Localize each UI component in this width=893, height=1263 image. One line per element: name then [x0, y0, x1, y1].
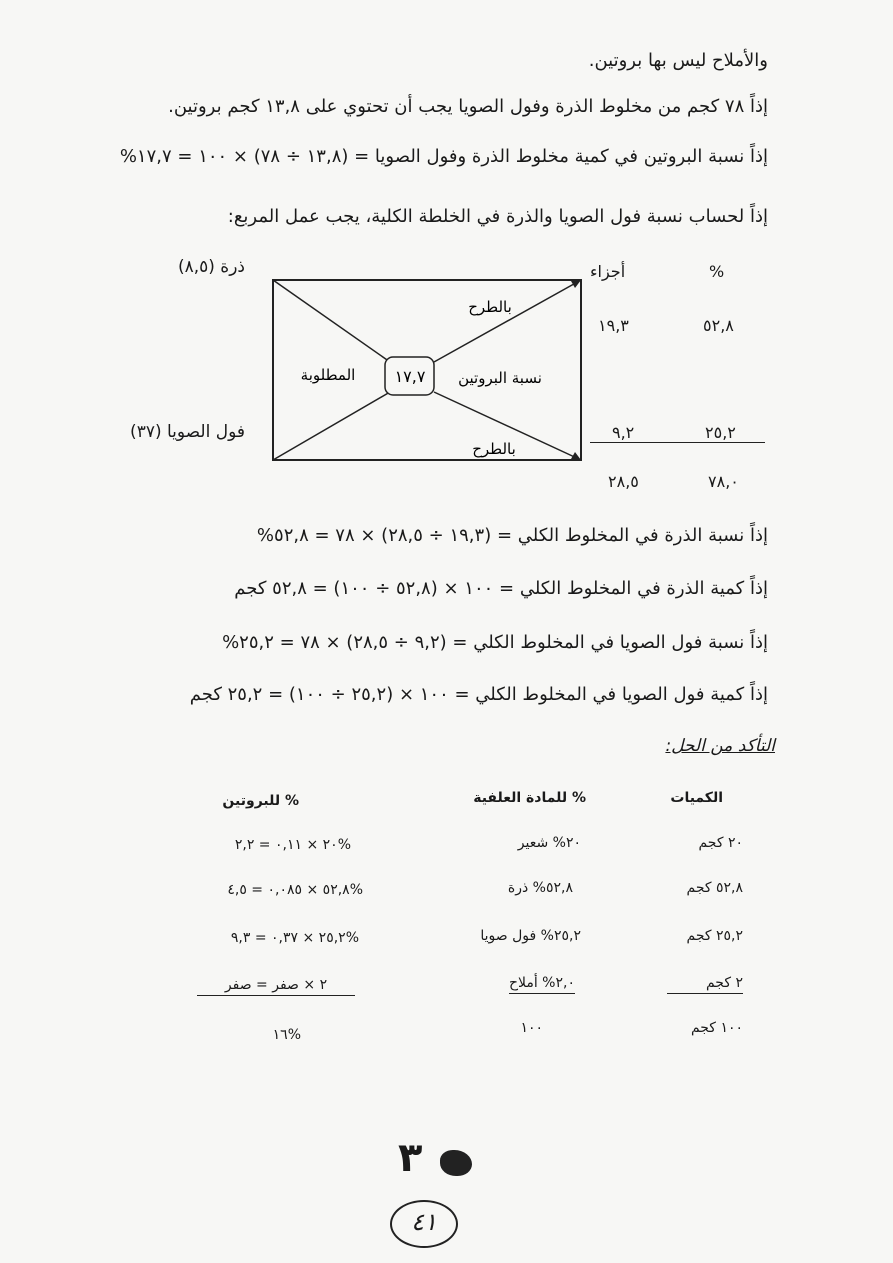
page-number-scribble — [440, 1150, 472, 1176]
result-line-1: إذاً نسبة الذرة في المخلوط الكلي = (١٩,٣ ÷ ٢٨,٥) × ٧٨ = ٥٢,٨% — [256, 525, 768, 546]
total-parts: ٢٨,٥ — [608, 472, 639, 491]
total-protein: ١٦% — [272, 1027, 301, 1043]
row2-feed: ٥٢,٨% ذرة — [507, 880, 573, 896]
top-subtract-label: بالطرح — [468, 298, 512, 316]
soy-label: فول الصويا (٣٧) — [130, 422, 245, 442]
center-value: ١٧,٧ — [394, 367, 426, 386]
row4-protein-cell — [197, 977, 355, 996]
corn-parts: ١٩,٣ — [598, 316, 629, 335]
row1-protein: ٢٠ × ٠,١١ = ٢,٢% — [234, 837, 351, 853]
row2-quantity: ٥٢,٨ كجم — [686, 880, 743, 896]
row1-feed: ٢٠% شعير — [517, 835, 581, 851]
header-feed-percent: % للمادة العلفية — [473, 790, 586, 806]
header-protein-percent: % للبروتين — [222, 793, 299, 809]
pearson-square-diagram — [0, 250, 893, 480]
row1-quantity: ٢٠ كجم — [698, 835, 743, 851]
corn-label: ذرة (٨,٥) — [177, 257, 245, 277]
row3-protein: ٢٥,٢ × ٠,٣٧ = ٩,٣% — [230, 930, 359, 946]
row2-protein: ٥٢,٨ × ٠,٠٨٥ = ٤,٥% — [227, 882, 363, 898]
intro-line-3: إذاً نسبة البروتين في كمية مخلوط الذرة وفول الصويا = (١٣,٨ ÷ ٧٨) × ١٠٠ = ١٧,٧% — [119, 146, 768, 167]
corn-percent: ٥٢,٨ — [703, 316, 734, 335]
intro-line-2: إذاً ٧٨ كجم من مخلوط الذرة وفول الصويا يجب أن تحتوي على ١٣,٨ كجم بروتين. — [168, 96, 768, 117]
verify-title: التأكد من الحل: — [665, 736, 775, 756]
totals-rule — [590, 442, 765, 443]
percent-header: % — [709, 262, 725, 281]
diag-top-left — [273, 280, 390, 362]
row3-feed: ٢٥,٢% فول صويا — [480, 928, 581, 944]
required-label: المطلوبة — [300, 366, 356, 384]
soy-parts: ٩,٢ — [612, 423, 635, 442]
row4-quantity: ٢ كجم — [667, 975, 743, 994]
intro-line-1: والأملاح ليس بها بروتين. — [588, 50, 768, 71]
row4-feed-cell — [509, 975, 575, 991]
soy-percent: ٢٥,٢ — [705, 423, 736, 442]
header-quantities: الكميات — [670, 790, 723, 806]
diag-bottom-left — [273, 392, 390, 460]
result-line-4: إذاً كمية فول الصويا في المخلوط الكلي = ١٠٠ × (٢٥,٢ ÷ ١٠٠) = ٢٥,٢ كجم — [189, 684, 768, 705]
row4-quantity-cell — [667, 975, 743, 994]
page-number: ٣ — [398, 1135, 423, 1181]
intro-line-4: إذاً لحساب نسبة فول الصويا والذرة في الخلطة الكلية، يجب عمل المربع: — [227, 206, 768, 227]
row3-quantity: ٢٥,٢ كجم — [686, 928, 743, 944]
circled-number: ٤١ — [411, 1208, 437, 1236]
row4-feed: ٢,٠% أملاح — [509, 975, 575, 994]
total-percent: ٧٨,٠ — [708, 472, 739, 491]
parts-header: أجزاء — [590, 262, 626, 281]
result-line-3: إذاً نسبة فول الصويا في المخلوط الكلي = (٩,٢ ÷ ٢٨,٥) × ٧٨ = ٢٥,٢% — [222, 632, 768, 653]
total-quantity: ١٠٠ كجم — [690, 1020, 743, 1036]
result-line-2: إذاً كمية الذرة في المخلوط الكلي = ١٠٠ × (٥٢,٨ ÷ ١٠٠) = ٥٢,٨ كجم — [234, 578, 768, 599]
diag-top-right — [434, 280, 581, 362]
protein-ratio-label: نسبة البروتين — [458, 369, 542, 387]
row4-protein: ٢ × صفر = صفر — [197, 977, 355, 996]
total-feed: ١٠٠ — [520, 1020, 543, 1036]
bottom-subtract-label: بالطرح — [472, 440, 516, 458]
